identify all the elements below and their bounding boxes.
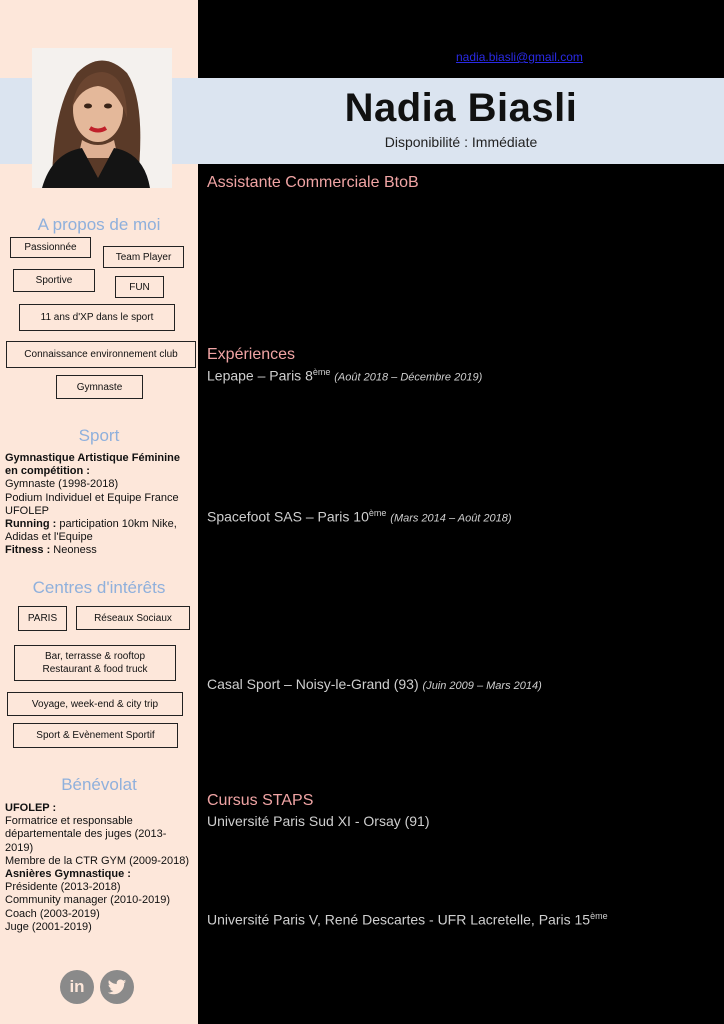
linkedin-icon[interactable]: in (60, 970, 94, 1004)
sport-fitness (5, 544, 191, 557)
tag-sport-event: Sport & Evènement Sportif (13, 723, 178, 748)
tag-paris: PARIS (18, 606, 67, 631)
experience-1-company: Lepape – Paris 8 (207, 367, 313, 384)
tag-bar-line: Bar, terrasse & rooftop (44, 651, 146, 662)
tag-restaurant-line: Restaurant & food truck (42, 664, 148, 675)
candidate-name: Nadia Biasli (344, 86, 578, 130)
about-title: A propos de moi (37, 215, 161, 234)
volunteer-org1-line-2: Membre de la CTR GYM (2009-2018) (5, 854, 190, 867)
education-2-school: Université Paris V, René Descartes - UFR Lacretelle, Paris 15 (207, 911, 591, 928)
experiences-title: Expériences (207, 346, 296, 363)
sport-line-1: Gymnastique Artistique Féminine en compétition : (5, 452, 181, 478)
education-2 (207, 911, 608, 928)
education-2-sup: ème (590, 911, 608, 921)
tag-passionnee: Passionnée (10, 237, 91, 258)
running-text: participation 10km Nike, Adidas et l'Equipe (5, 518, 177, 544)
tag-sportive: Sportive (13, 269, 95, 292)
sport-details (5, 452, 191, 558)
volunteer-org2-line-1: Présidente (2013-2018) (5, 881, 121, 894)
volunteer-org1-line-1: Formatrice et responsable départementale des juges (2013-2019) (5, 815, 167, 854)
experience-3 (207, 676, 542, 692)
experience-2 (207, 508, 512, 525)
experience-3-dates: (Juin 2009 – Mars 2014) (422, 680, 542, 692)
education-1 (207, 813, 430, 829)
interests-title: Centres d'intérêts (32, 578, 166, 597)
experience-3-company: Casal Sport – Noisy-le-Grand (93) (207, 676, 419, 692)
email-link[interactable]: nadia.biasli@gmail.com (456, 50, 583, 64)
profile-photo (32, 48, 172, 188)
fitness-text: Neoness (50, 544, 97, 557)
tag-social-networks: Réseaux Sociaux (76, 606, 190, 630)
tag-experience: 11 ans d'XP dans le sport (19, 304, 175, 331)
sport-running (5, 518, 191, 544)
volunteer-org2-line-4: Juge (2001-2019) (5, 920, 92, 933)
experience-1-sup: ème (312, 367, 331, 377)
running-label: Running : (5, 518, 57, 531)
volunteer-org-2: Asnières Gymnastique : (5, 868, 131, 881)
tag-bar-restaurant (14, 645, 176, 681)
volunteer-details (5, 802, 191, 934)
education-title: Cursus STAPS (207, 792, 314, 809)
portrait-image (32, 48, 172, 188)
volunteer-org2-line-2: Community manager (2010-2019) (5, 894, 171, 907)
experience-2-company: Spacefoot SAS – Paris 10 (207, 508, 369, 525)
volunteer-org-1: UFOLEP : (5, 802, 57, 814)
experience-2-sup: ème (368, 508, 387, 518)
experience-1-dates: (Août 2018 – Décembre 2019) (334, 371, 483, 384)
job-title: Assistante Commerciale BtoB (207, 174, 419, 191)
education-1-school: Université Paris Sud XI - Orsay (91) (207, 813, 430, 829)
tag-team-player: Team Player (103, 246, 184, 268)
sport-title: Sport (78, 426, 120, 445)
experience-2-dates: (Mars 2014 – Août 2018) (390, 512, 512, 525)
sport-line-2: Gymnaste (1998-2018) (5, 478, 119, 491)
volunteer-org2-line-3: Coach (2003-2019) (5, 907, 100, 920)
tag-fun: FUN (115, 276, 164, 298)
twitter-icon[interactable] (100, 970, 134, 1004)
tag-gymnaste: Gymnaste (56, 375, 143, 399)
availability-text: Disponibilité : Immédiate (384, 134, 538, 150)
volunteer-title: Bénévolat (61, 775, 137, 794)
twitter-bird-glyph (107, 979, 127, 996)
fitness-label: Fitness : (5, 544, 51, 557)
sport-line-3: Podium Individuel et Equipe France UFOLEP (5, 491, 179, 517)
experience-1 (207, 367, 482, 384)
tag-travel: Voyage, week-end & city trip (7, 692, 183, 716)
tag-club: Connaissance environnement club (6, 341, 196, 368)
